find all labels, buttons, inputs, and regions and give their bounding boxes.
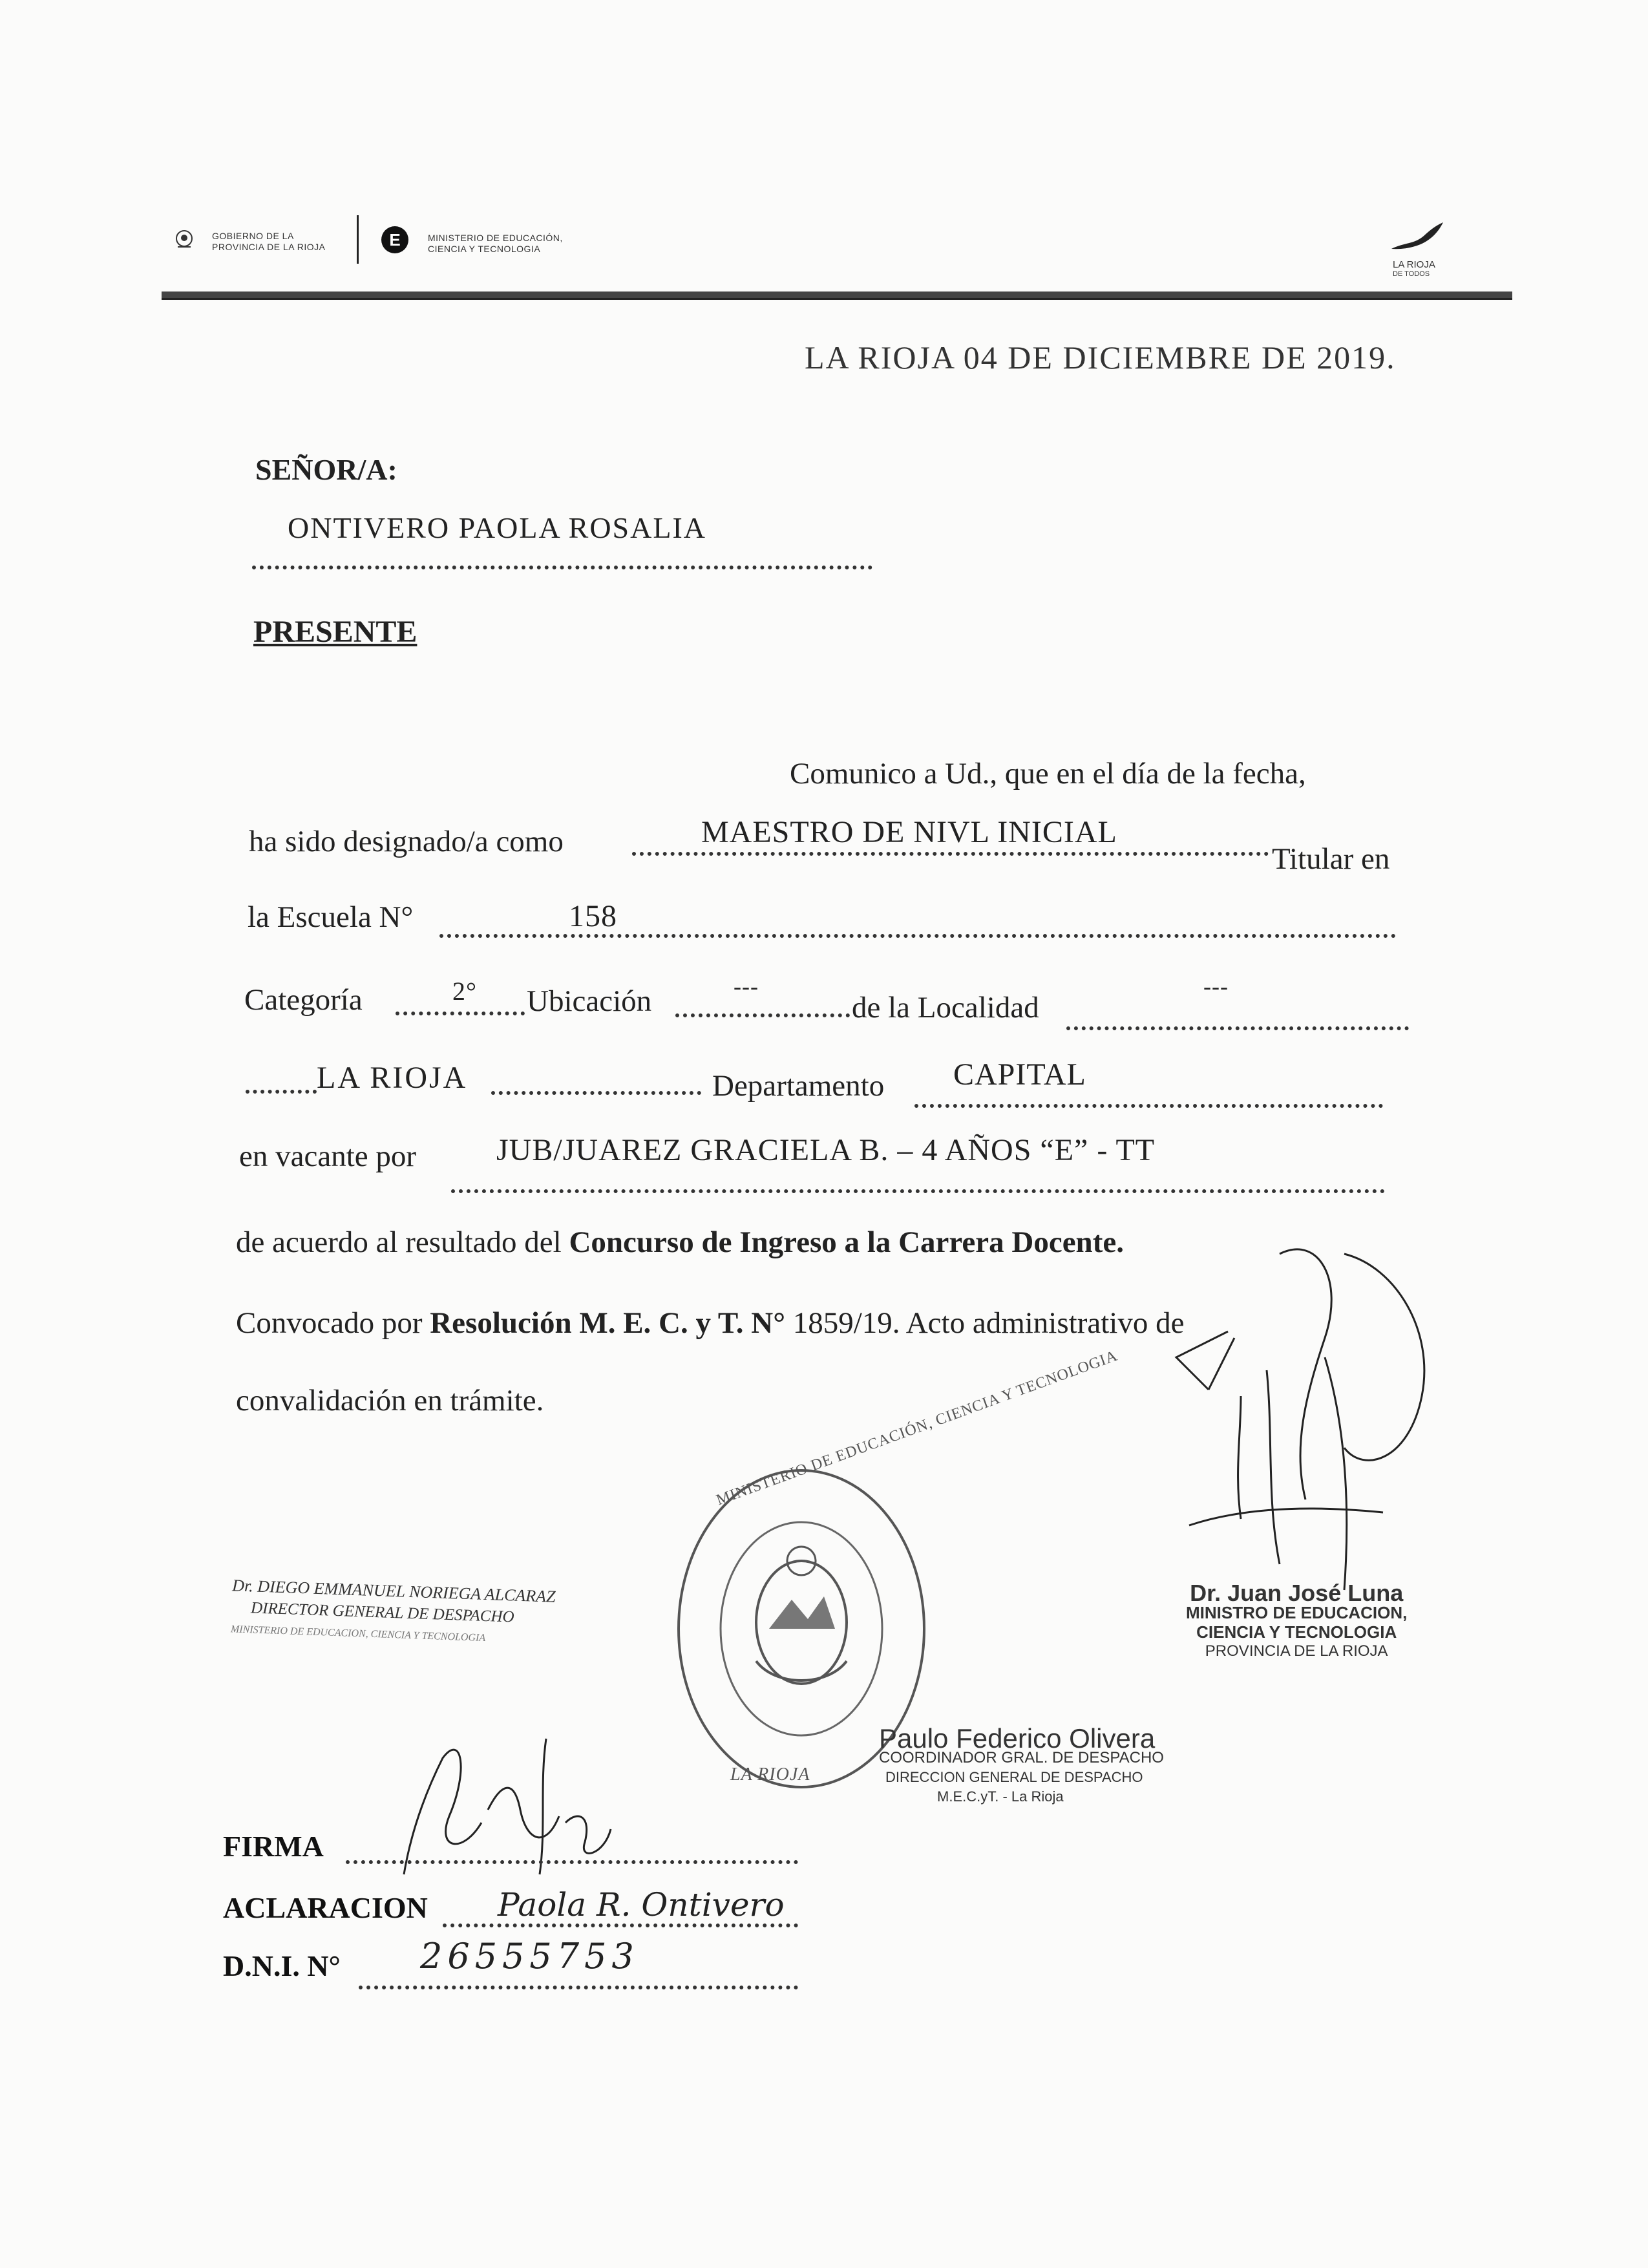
convalidacion-line: convalidación en trámite. <box>236 1384 544 1417</box>
escuela-value: 158 <box>569 899 617 933</box>
center-official-title2: DIRECCION GENERAL DE DESPACHO <box>885 1769 1143 1785</box>
dni-value: 26555753 <box>420 1936 639 1977</box>
right-official-title1: MINISTRO DE EDUCACION, <box>1186 1603 1408 1622</box>
localidad-name-lead-dots <box>246 1090 317 1094</box>
departamento-dots <box>914 1104 1383 1108</box>
localidad-name: LA RIOJA <box>317 1061 468 1095</box>
intro-line: Comunico a Ud., que en el día de la fecha, <box>790 757 1306 790</box>
convocado-suffix: Acto administrativo de <box>905 1306 1185 1340</box>
ministry-line-2: CIENCIA Y TECNOLOGIA <box>428 244 541 254</box>
aclaracion-dots <box>443 1924 798 1927</box>
la-rioja-bird-logo-icon <box>1388 220 1446 262</box>
categoria-label: Categoría <box>244 983 363 1017</box>
firma-dots <box>346 1860 798 1864</box>
ubicacion-label: Ubicación <box>527 984 652 1018</box>
recipient-signature-scribble <box>352 1719 637 1881</box>
right-official-stamp <box>1186 1580 1408 1661</box>
brand-label <box>1393 260 1435 279</box>
minister-signature-scribble <box>1150 1228 1461 1629</box>
seal-bottom-text: LA RIOJA <box>730 1765 810 1785</box>
firma-label: FIRMA <box>223 1830 324 1863</box>
gov-line-1: GOBIERNO DE LA <box>212 231 294 241</box>
escuela-dots <box>439 934 1396 938</box>
province-emblem-icon <box>174 228 194 253</box>
localidad-label: de la Localidad <box>852 991 1039 1024</box>
acuerdo-bold: Concurso de Ingreso a la Carrera Docente. <box>569 1225 1124 1259</box>
right-official-title3: PROVINCIA DE LA RIOJA <box>1205 1642 1388 1660</box>
aclaracion-value: Paola R. Ontivero <box>498 1886 785 1924</box>
designado-label: ha sido designado/a como <box>249 825 564 858</box>
designado-dots <box>632 852 1269 856</box>
right-official-title2: CIENCIA Y TECNOLOGIA <box>1196 1622 1397 1642</box>
dni-dots <box>359 1986 798 1989</box>
letter-date: LA RIOJA 04 DE DICIEMBRE DE 2019. <box>805 339 1396 376</box>
center-official-stamp <box>879 1723 1164 1807</box>
left-official-title2: MINISTERIO DE EDUCACION, CIENCIA Y TECNOLOGIA <box>230 1624 486 1644</box>
vacante-dots <box>451 1189 1385 1193</box>
convocado-number: 1859/19. <box>792 1306 900 1340</box>
recipient-name: ONTIVERO PAOLA ROSALIA <box>288 511 706 544</box>
left-official-stamp <box>230 1574 556 1651</box>
header-rule <box>162 291 1512 300</box>
center-official-title1: COORDINADOR GRAL. DE DESPACHO <box>879 1749 1164 1766</box>
ministry-logo-icon <box>381 226 408 253</box>
escuela-label: la Escuela N° <box>248 900 414 934</box>
ministry-letter: E <box>389 230 401 249</box>
titular-label: Titular en <box>1272 842 1390 876</box>
localidad-value: --- <box>1203 973 1229 999</box>
brand-line-1: LA RIOJA <box>1393 259 1435 270</box>
convocado-bold: Resolución M. E. C. y T. N° <box>430 1306 785 1340</box>
convocado-line <box>236 1306 1184 1341</box>
vacante-label: en vacante por <box>239 1139 417 1173</box>
left-official-title1: DIRECTOR GENERAL DE DESPACHO <box>250 1599 515 1626</box>
left-official-name: Dr. DIEGO EMMANUEL NORIEGA ALCARAZ <box>231 1576 556 1606</box>
convocado-prefix: Convocado por <box>236 1306 423 1340</box>
designado-value: MAESTRO DE NIVL INICIAL <box>701 815 1117 849</box>
presente-label: PRESENTE <box>253 615 417 649</box>
vacante-value: JUB/JUAREZ GRACIELA B. – 4 AÑOS “E” - TT <box>496 1133 1156 1167</box>
right-official-name: Dr. Juan José Luna <box>1190 1580 1404 1606</box>
center-official-name: Paulo Federico Olivera <box>879 1723 1156 1754</box>
dni-label: D.N.I. N° <box>223 1949 341 1982</box>
acuerdo-line <box>236 1225 1124 1260</box>
departamento-value: CAPITAL <box>953 1057 1086 1092</box>
header-divider <box>357 215 359 264</box>
ubicacion-dots <box>675 1013 850 1017</box>
brand-line-2: DE TODOS <box>1393 270 1430 278</box>
seal-ring-text: MINISTERIO DE EDUCACIÓN, CIENCIA Y TECNOLOGIA <box>714 1347 1120 1509</box>
center-official-title3: M.E.C.yT. - La Rioja <box>937 1788 1064 1805</box>
gov-line-2: PROVINCIA DE LA RIOJA <box>212 242 326 252</box>
ubicacion-value: --- <box>734 973 759 999</box>
ministry-label <box>428 233 563 255</box>
categoria-dots <box>396 1012 525 1015</box>
aclaracion-label: ACLARACION <box>223 1891 428 1924</box>
recipient-name-dots <box>252 566 872 569</box>
government-label <box>212 231 325 253</box>
departamento-label: Departamento <box>712 1069 885 1103</box>
localidad-name-dots <box>491 1091 701 1095</box>
categoria-value: 2° <box>452 977 477 1006</box>
salutation: SEÑOR/A: <box>255 453 397 486</box>
acuerdo-prefix: de acuerdo al resultado del <box>236 1225 562 1259</box>
localidad-dots <box>1066 1026 1409 1030</box>
ministry-line-1: MINISTERIO DE EDUCACIÓN, <box>428 233 563 243</box>
